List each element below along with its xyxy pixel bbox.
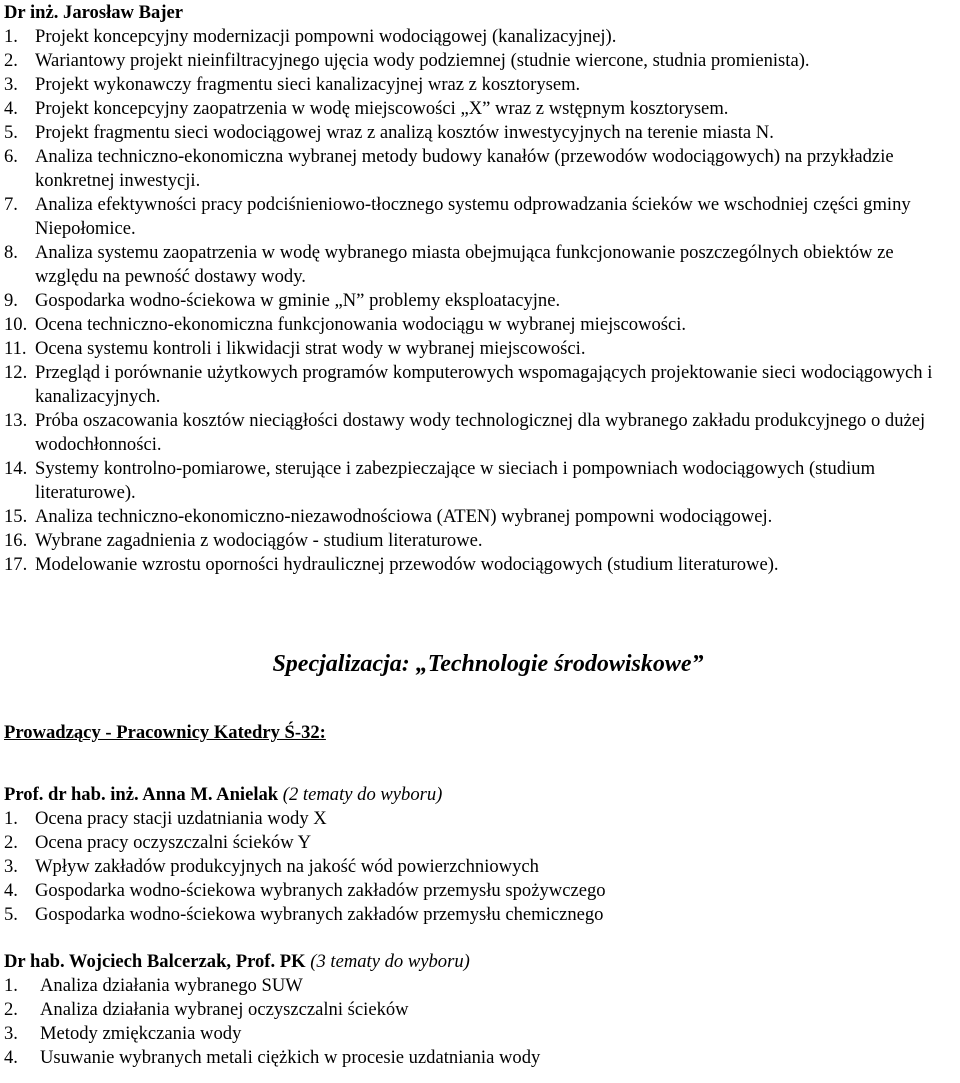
specialization-name: „Technologie środowiskowe” bbox=[415, 651, 704, 677]
list-item: 17. Modelowanie wzrostu oporności hydraulicznej przewodów wodociągowych (studium literaturowe). bbox=[4, 554, 779, 575]
list-item: 11. Ocena systemu kontroli i likwidacji strat wody w wybranej miejscowości. bbox=[4, 338, 586, 359]
list-item: 9. Gospodarka wodno-ściekowa w gminie „N” problemy eksploatacyjne. bbox=[4, 290, 561, 311]
list-item: 15. Analiza techniczno-ekonomiczno-niezawodnościowa (ATEN) wybranej pompowni wodociągowej. bbox=[4, 506, 773, 527]
document-page bbox=[4, 0, 956, 1070]
list-item: 13. Próba oszacowania kosztów nieciągłości dostawy wody technologicznej dla wybranego zakładu produkcyjnego o dużej wodochłonności. bbox=[4, 410, 926, 455]
list-item: 14. Systemy kontrolno-pomiarowe, sterujące i zabezpieczające w sieciach i pompowniach wodociągowych (studium literaturowe). bbox=[4, 458, 876, 503]
list-item: 4. Usuwanie wybranych metali ciężkich w procesie uzdatniania wody bbox=[4, 1047, 541, 1068]
topic-count-note: (3 tematy do wyboru) bbox=[310, 951, 470, 972]
topic-list-balcerzak bbox=[4, 974, 956, 1070]
topic-list-bajer bbox=[4, 25, 956, 577]
list-item: 4. Gospodarka wodno-ściekowa wybranych zakładów przemysłu spożywczego bbox=[4, 880, 606, 901]
list-item: 16. Wybrane zagadnienia z wodociągów - studium literaturowe. bbox=[4, 530, 483, 551]
list-item: 10. Ocena techniczno-ekonomiczna funkcjonowania wodociągu w wybranej miejscowości. bbox=[4, 314, 687, 335]
author-bajer: Dr inż. Jarosław Bajer bbox=[4, 2, 184, 23]
list-item: 8. Analiza systemu zaopatrzenia w wodę wybranego miasta obejmująca funkcjonowanie poszczególnych obiektów ze względu na pewność dostawy wody. bbox=[4, 242, 894, 287]
list-item: 1. Projekt koncepcyjny modernizacji pompowni wodociągowej (kanalizacyjnej). bbox=[4, 26, 617, 47]
list-item: 12. Przegląd i porównanie użytkowych programów komputerowych wspomagających projektowanie sieci wodociągowych i kanalizacyjnych. bbox=[4, 362, 933, 407]
specialization-label: Specjalizacja: bbox=[272, 651, 410, 677]
list-item: 3. Projekt wykonawczy fragmentu sieci kanalizacyjnej wraz z kosztorysem. bbox=[4, 74, 581, 95]
list-item: 2. Ocena pracy oczyszczalni ścieków Y bbox=[4, 832, 312, 853]
list-item: 2. Wariantowy projekt nieinfiltracyjnego ujęcia wody podziemnej (studnie wiercone, studnia promienista). bbox=[4, 50, 810, 71]
list-item: 4. Projekt koncepcyjny zaopatrzenia w wodę miejscowości „X” wraz z wstępnym kosztorysem. bbox=[4, 98, 729, 119]
list-item: 6. Analiza techniczno-ekonomiczna wybranej metody budowy kanałów (przewodów wodociągowych) na przykładzie konkretnej inwestycji. bbox=[4, 146, 894, 191]
specialization-title bbox=[4, 649, 956, 679]
list-item: 3. Metody zmiękczania wody bbox=[4, 1023, 242, 1044]
topic-count-note: (2 tematy do wyboru) bbox=[282, 784, 443, 805]
list-item: 1. Analiza działania wybranego SUW bbox=[4, 975, 303, 996]
list-item: 7. Analiza efektywności pracy podciśnieniowo-tłocznego systemu odprowadzania ścieków we wschodniej części gminy Niepołomice. bbox=[4, 194, 911, 239]
topic-list-anielak bbox=[4, 807, 956, 927]
list-item: 2. Analiza działania wybranej oczyszczalni ścieków bbox=[4, 999, 409, 1020]
section-heading: Prowadzący - Pracownicy Katedry Ś-32: bbox=[4, 722, 326, 743]
list-item: 3. Wpływ zakładów produkcyjnych na jakość wód powierzchniowych bbox=[4, 856, 539, 877]
author-balcerzak: Dr hab. Wojciech Balcerzak, Prof. PK (3 tematy do wyboru) bbox=[4, 951, 470, 972]
list-item: 1. Ocena pracy stacji uzdatniania wody X bbox=[4, 808, 327, 829]
list-item: 5. Projekt fragmentu sieci wodociągowej wraz z analizą kosztów inwestycyjnych na terenie miasta N. bbox=[4, 122, 774, 143]
author-anielak: Prof. dr hab. inż. Anna M. Anielak (2 tematy do wyboru) bbox=[4, 784, 443, 805]
list-item: 5. Gospodarka wodno-ściekowa wybranych zakładów przemysłu chemicznego bbox=[4, 904, 604, 925]
